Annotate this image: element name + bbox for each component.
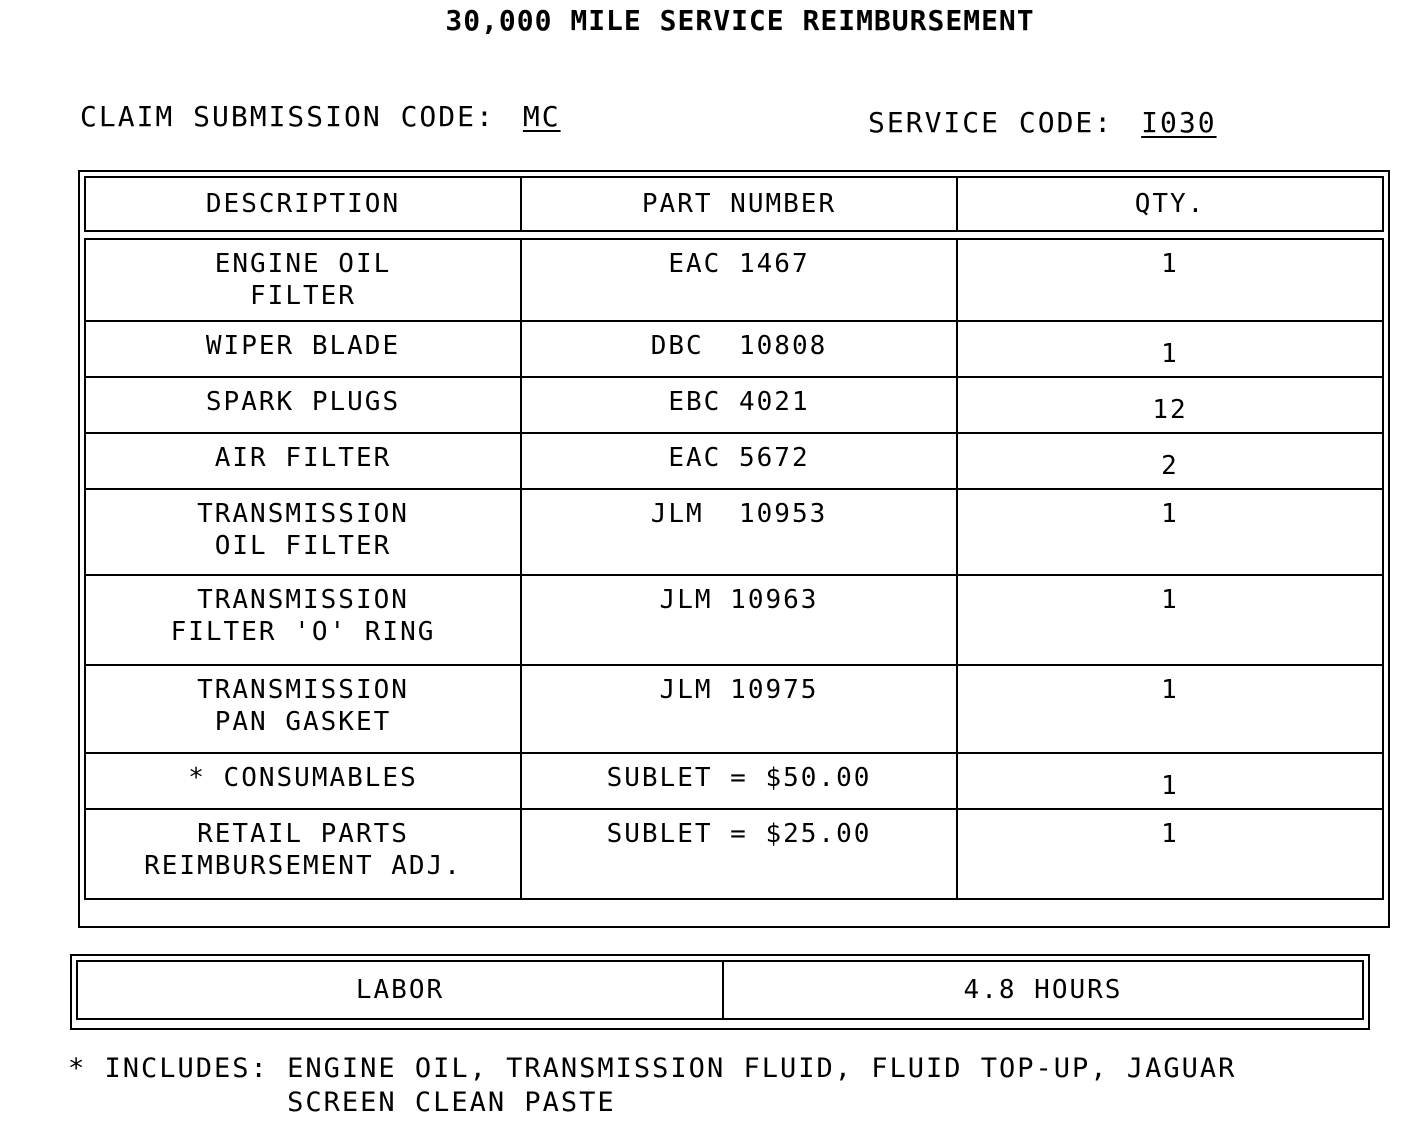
row-qty: 1 bbox=[957, 575, 1383, 665]
parts-table-box bbox=[78, 170, 1390, 928]
table-row bbox=[85, 809, 1383, 899]
service-code bbox=[868, 106, 1217, 139]
footnote bbox=[68, 1052, 1236, 1120]
table-row bbox=[85, 575, 1383, 665]
row-description-line: REIMBURSEMENT ADJ. bbox=[144, 851, 462, 881]
footnote-line-1: * INCLUDES: ENGINE OIL, TRANSMISSION FLUID, FLUID TOP-UP, JAGUAR bbox=[68, 1053, 1237, 1084]
row-qty: 1 bbox=[957, 239, 1383, 321]
header-qty: QTY. bbox=[957, 177, 1383, 231]
header-row bbox=[85, 177, 1383, 231]
row-description-line: FILTER bbox=[250, 281, 356, 311]
table-row bbox=[85, 433, 1383, 489]
row-qty: 1 bbox=[957, 321, 1383, 377]
row-description-line: AIR FILTER bbox=[214, 443, 392, 473]
row-description bbox=[85, 665, 521, 753]
row-description-line: WIPER BLADE bbox=[205, 331, 401, 361]
parts-table-body bbox=[84, 238, 1384, 900]
row-qty: 1 bbox=[957, 489, 1383, 575]
row-part-number: JLM 10953 bbox=[521, 489, 957, 575]
parts-table-header bbox=[84, 176, 1384, 232]
row-description bbox=[85, 575, 521, 665]
row-qty: 12 bbox=[957, 377, 1383, 433]
row-part-number: DBC 10808 bbox=[521, 321, 957, 377]
row-part-number: EAC 5672 bbox=[521, 433, 957, 489]
service-code-value: I030 bbox=[1141, 106, 1217, 139]
row-description bbox=[85, 489, 521, 575]
table-row bbox=[85, 489, 1383, 575]
labor-value: 4.8 HOURS bbox=[723, 961, 1363, 1019]
row-description-line: TRANSMISSION bbox=[197, 585, 409, 615]
row-part-number: EBC 4021 bbox=[521, 377, 957, 433]
row-description bbox=[85, 321, 521, 377]
row-description-line: OIL FILTER bbox=[214, 531, 392, 561]
row-part-number: JLM 10963 bbox=[521, 575, 957, 665]
table-row bbox=[85, 665, 1383, 753]
labor-label: LABOR bbox=[77, 961, 723, 1019]
row-qty: 1 bbox=[957, 753, 1383, 809]
labor-table bbox=[76, 960, 1364, 1020]
row-qty: 1 bbox=[957, 809, 1383, 899]
row-qty: 1 bbox=[957, 665, 1383, 753]
row-description bbox=[85, 239, 521, 321]
row-part-number: JLM 10975 bbox=[521, 665, 957, 753]
table-row bbox=[85, 377, 1383, 433]
row-description-line: * CONSUMABLES bbox=[188, 763, 418, 793]
table-row bbox=[85, 321, 1383, 377]
table-row bbox=[85, 753, 1383, 809]
row-description-line: TRANSMISSION bbox=[197, 499, 409, 529]
claim-submission-code bbox=[80, 100, 561, 133]
page-title: 30,000 MILE SERVICE REIMBURSEMENT bbox=[445, 4, 1035, 37]
row-description-line: PAN GASKET bbox=[214, 707, 392, 737]
row-description bbox=[85, 377, 521, 433]
claim-submission-code-label: CLAIM SUBMISSION CODE: bbox=[80, 100, 495, 133]
labor-row bbox=[77, 961, 1363, 1019]
row-description-line: FILTER 'O' RING bbox=[170, 617, 436, 647]
row-description-line: ENGINE OIL bbox=[214, 249, 392, 279]
row-description bbox=[85, 809, 521, 899]
row-description-line: TRANSMISSION bbox=[197, 675, 409, 705]
row-description-line: SPARK PLUGS bbox=[205, 387, 401, 417]
row-qty: 2 bbox=[957, 433, 1383, 489]
table-row bbox=[85, 239, 1383, 321]
claim-submission-code-value: MC bbox=[522, 100, 561, 133]
row-description bbox=[85, 753, 521, 809]
row-description bbox=[85, 433, 521, 489]
labor-box bbox=[70, 954, 1370, 1030]
row-part-number: SUBLET = $50.00 bbox=[521, 753, 957, 809]
row-part-number: EAC 1467 bbox=[521, 239, 957, 321]
footnote-line-2: SCREEN CLEAN PASTE bbox=[68, 1087, 616, 1118]
row-description-line: RETAIL PARTS bbox=[197, 819, 409, 849]
header-description: DESCRIPTION bbox=[85, 177, 521, 231]
header-part-number: PART NUMBER bbox=[521, 177, 957, 231]
service-code-label: SERVICE CODE: bbox=[868, 106, 1114, 139]
row-part-number: SUBLET = $25.00 bbox=[521, 809, 957, 899]
